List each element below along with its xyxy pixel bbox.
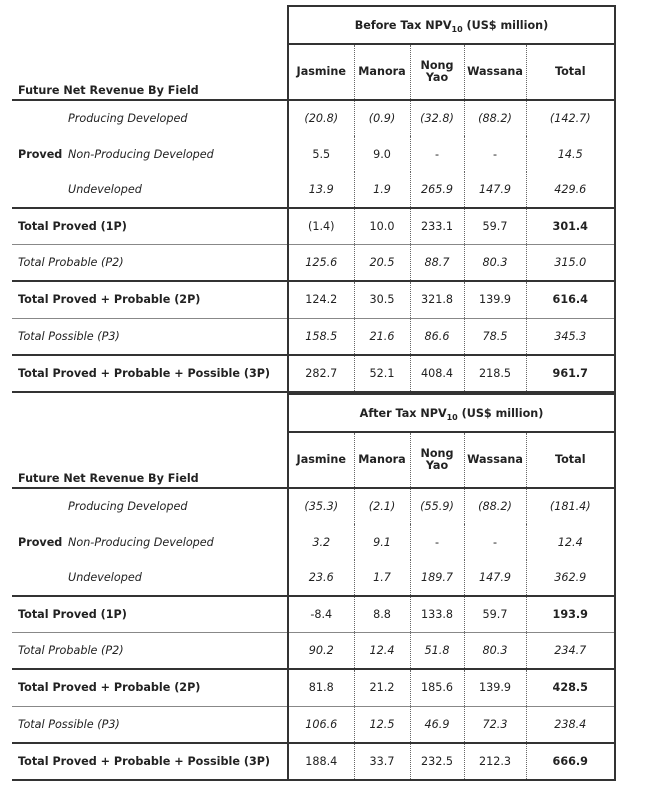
cell: 345.3 [526,318,615,355]
cell: 51.8 [410,632,464,669]
table-row [12,100,615,136]
cell: 139.9 [464,669,526,706]
cell: 188.4 [288,743,354,780]
section-header: Before Tax $NPV_{10}$ (US$ million) [288,6,615,44]
cell: 125.6 [288,244,354,281]
cell: 301.4 [526,208,615,244]
cell: 72.3 [464,706,526,743]
table-row [12,632,615,669]
cell: 9.0 [354,136,410,172]
cell: (32.8) [410,100,464,136]
cell: 1.7 [354,560,410,596]
table-row [12,244,615,281]
cell: 362.9 [526,560,615,596]
table-row [12,596,615,632]
row-label: Producing Developed [68,112,188,125]
cell: 90.2 [288,632,354,669]
after-tax-npv-table [12,393,616,781]
row-label-title: Future Net Revenue By Field [12,44,288,100]
cell: 21.2 [354,669,410,706]
row-label: Total Proved + Probable (2P) [12,669,288,706]
cell: -8.4 [288,596,354,632]
row-label: Undeveloped [68,560,288,596]
cell: 961.7 [526,355,615,392]
row-label: Total Proved + Probable + Possible (3P) [12,743,288,780]
cell: 1.9 [354,172,410,208]
cell: 59.7 [464,208,526,244]
cell: (55.9) [410,488,464,524]
cell: 30.5 [354,281,410,318]
cell: 616.4 [526,281,615,318]
column-header-wassana: Wassana [464,44,526,100]
row-label: Total Possible (P3) [12,706,288,743]
cell: 666.9 [526,743,615,780]
cell: 5.5 [288,136,354,172]
table-row [12,208,615,244]
cell: 20.5 [354,244,410,281]
cell: - [410,136,464,172]
cell: 158.5 [288,318,354,355]
cell: (35.3) [288,488,354,524]
row-label: Undeveloped [68,172,288,208]
cell: 8.8 [354,596,410,632]
cell: 238.4 [526,706,615,743]
table-row [12,488,615,524]
cell: 232.5 [410,743,464,780]
column-header-total: Total [526,44,615,100]
table-row [12,318,615,355]
cell: 81.8 [288,669,354,706]
cell: 282.7 [288,355,354,392]
row-label: Total Possible (P3) [12,318,288,355]
cell: 212.3 [464,743,526,780]
table-row [12,706,615,743]
cell: 218.5 [464,355,526,392]
table-row [12,281,615,318]
cell: 33.7 [354,743,410,780]
column-header-total: Total [526,432,615,488]
cell: 106.6 [288,706,354,743]
cell: 234.7 [526,632,615,669]
row-label: Total Proved + Probable (2P) [12,281,288,318]
cell: 23.6 [288,560,354,596]
cell: 233.1 [410,208,464,244]
table-row [12,669,615,706]
cell: 147.9 [464,172,526,208]
row-label: Total Probable (P2) [12,244,288,281]
cell: (88.2) [464,100,526,136]
table-row [12,136,615,172]
table-row [12,560,615,596]
group-label-proved: Proved [18,535,63,549]
row-label: Non-Producing Developed [68,535,214,549]
column-header-jasmine: Jasmine [288,432,354,488]
column-header-nong-yao: Nong Yao [410,432,464,488]
cell: (1.4) [288,208,354,244]
row-label: Total Proved (1P) [12,208,288,244]
cell: 12.4 [354,632,410,669]
cell: 9.1 [354,524,410,560]
before-tax-npv-table [12,5,616,393]
cell: 265.9 [410,172,464,208]
cell: 124.2 [288,281,354,318]
cell: 88.7 [410,244,464,281]
cell: (88.2) [464,488,526,524]
table-row [12,172,615,208]
cell: 185.6 [410,669,464,706]
table-row [12,355,615,392]
row-label: Producing Developed [68,500,188,513]
cell: (2.1) [354,488,410,524]
cell: 46.9 [410,706,464,743]
cell: 193.9 [526,596,615,632]
cell: 86.6 [410,318,464,355]
cell: (142.7) [526,100,615,136]
cell: 428.5 [526,669,615,706]
row-label: Total Probable (P2) [12,632,288,669]
row-label: Non-Producing Developed [68,147,214,161]
cell: (181.4) [526,488,615,524]
cell: 189.7 [410,560,464,596]
cell: 10.0 [354,208,410,244]
cell: 429.6 [526,172,615,208]
cell: 80.3 [464,632,526,669]
table-row [12,524,615,560]
cell: (0.9) [354,100,410,136]
cell: 12.4 [526,524,615,560]
cell: 321.8 [410,281,464,318]
cell: 59.7 [464,596,526,632]
cell: (20.8) [288,100,354,136]
group-label-proved: Proved [18,147,63,161]
table-row [12,743,615,780]
column-header-jasmine: Jasmine [288,44,354,100]
column-header-wassana: Wassana [464,432,526,488]
cell: 139.9 [464,281,526,318]
cell: - [464,136,526,172]
column-header-manora: Manora [354,44,410,100]
row-label: Total Proved (1P) [12,596,288,632]
row-label: Total Proved + Probable + Possible (3P) [12,355,288,392]
cell: 12.5 [354,706,410,743]
cell: 315.0 [526,244,615,281]
cell: - [464,524,526,560]
cell: 21.6 [354,318,410,355]
cell: 13.9 [288,172,354,208]
cell: 3.2 [288,524,354,560]
cell: 408.4 [410,355,464,392]
column-header-nong-yao: Nong Yao [410,44,464,100]
cell: 52.1 [354,355,410,392]
cell: 80.3 [464,244,526,281]
column-header-manora: Manora [354,432,410,488]
row-label-title: Future Net Revenue By Field [12,432,288,488]
cell: 78.5 [464,318,526,355]
section-header: After Tax $NPV_{10}$ (US$ million) [288,394,615,432]
cell: - [410,524,464,560]
cell: 147.9 [464,560,526,596]
cell: 14.5 [526,136,615,172]
cell: 133.8 [410,596,464,632]
